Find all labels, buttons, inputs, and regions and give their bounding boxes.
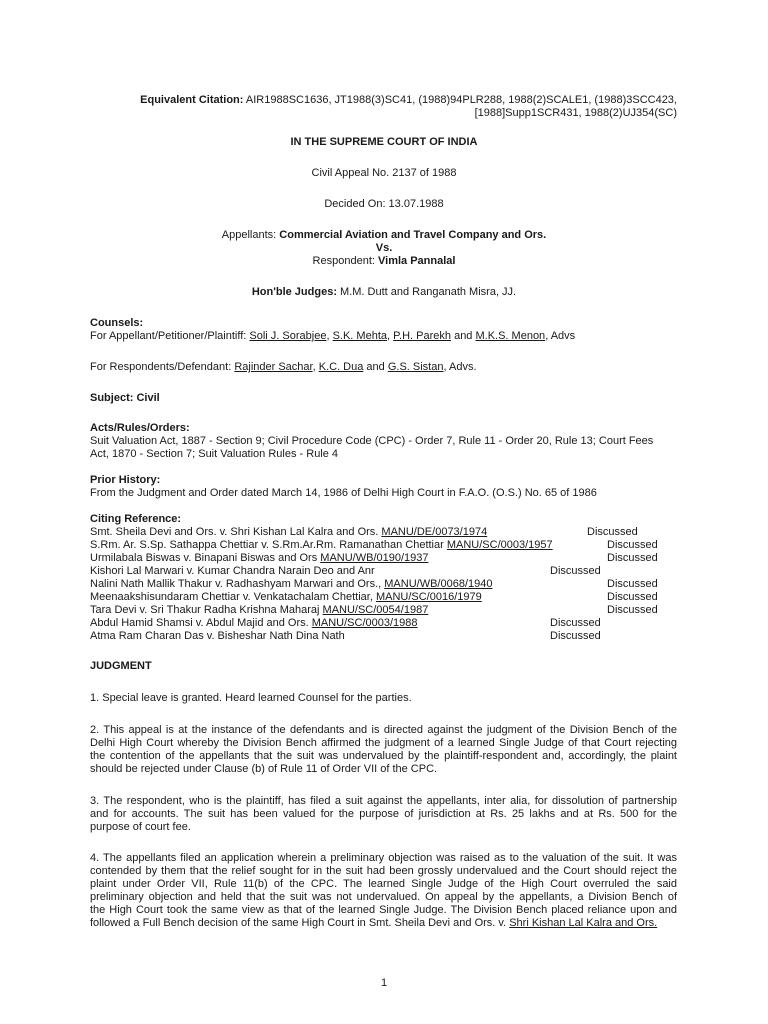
citing-status: Discussed xyxy=(607,578,658,590)
appellants-label: Appellants: xyxy=(221,229,277,241)
text-line xyxy=(90,917,677,930)
manu-link[interactable]: MANU/SC/0003/1957 xyxy=(446,539,553,551)
manu-link[interactable]: MANU/SC/0016/1979 xyxy=(375,591,482,603)
versus: Vs. xyxy=(375,242,393,254)
citing-status: Discussed xyxy=(607,591,658,603)
text-line: the High Court took the same view as that of the learned Single Judge. The Division Bench placed reliance upon and xyxy=(90,904,677,916)
equivalent-citation-line-2: [1988]Supp1SCR431, 1988(2)UJ354(SC) xyxy=(474,107,677,119)
text-line: Delhi High Court whereby the Division Bench affirmed the judgment of a learned Single Judge of that Court rejecting xyxy=(90,737,677,749)
case-title: Tara Devi v. Sri Thakur Radha Krishna Maharaj xyxy=(90,604,323,616)
counsel-link[interactable]: Soli J. Sorabjee xyxy=(249,330,327,342)
judges-label: Hon'ble Judges: xyxy=(251,286,337,298)
appellants-name: Commercial Aviation and Travel Company and Ors. xyxy=(279,229,547,241)
citation-text-1: AIR1988SC1636, JT1988(3)SC41, (1988)94PLR288, 1988(2)SCALE1, (1988)3SCC423, xyxy=(245,94,677,106)
judges-line xyxy=(0,286,768,299)
respondent-label: Respondent: xyxy=(312,255,375,267)
subject: Subject: Civil xyxy=(90,392,160,404)
manu-link[interactable]: MANU/SC/0003/1988 xyxy=(311,617,418,629)
counsel-link[interactable]: G.S. Sistan xyxy=(387,361,444,373)
counsel-link[interactable]: K.C. Dua xyxy=(318,361,364,373)
appellant-counsel-line: For Appellant/Petitioner/Plaintiff: Soli J. Sorabjee, S.K. Mehta, P.H. Parekh and M.K.S. Menon, Advs xyxy=(90,330,576,342)
counsel-link[interactable]: S.K. Mehta xyxy=(332,330,387,342)
respondent-line xyxy=(0,255,768,268)
acts-line-1: Suit Valuation Act, 1887 - Section 9; Civil Procedure Code (CPC) - Order 7, Rule 11 - Order 20, Rule 13; Court Fees xyxy=(90,435,654,447)
counsels-heading: Counsels: xyxy=(90,317,144,329)
text-line: contended by them that the relief sought for in the suit had been grossly undervalued and the Court should reject the xyxy=(90,865,677,877)
appellants-line xyxy=(0,229,768,242)
counsel-link[interactable]: M.K.S. Menon xyxy=(475,330,546,342)
manu-link[interactable]: MANU/WB/0190/1937 xyxy=(320,552,429,564)
counsel-link[interactable]: Rajinder Sachar xyxy=(234,361,313,373)
citation-label: Equivalent Citation: xyxy=(140,94,244,106)
citing-row xyxy=(90,591,482,604)
citing-status: Discussed xyxy=(607,552,658,564)
citing-status: Discussed xyxy=(550,617,601,629)
citing-status: Discussed xyxy=(607,604,658,616)
text-line: the contention of the appellants that the suit was undervalued by the plaintiff-respondent and, accordingly, the plaint xyxy=(90,750,677,762)
text-line: 2. This appeal is at the instance of the defendants and is directed against the judgment of the Division Bench of the xyxy=(90,724,677,736)
case-title: Nalini Nath Mallik Thakur v. Radhashyam Marwari and Ors., xyxy=(90,578,385,590)
appellant-counsel-prefix: For Appellant/Petitioner/Plaintiff: xyxy=(90,330,247,342)
citing-row xyxy=(90,552,429,565)
citing-status: Discussed xyxy=(607,539,658,551)
case-title: Kishori Lal Marwari v. Kumar Chandra Narain Deo and Anr xyxy=(90,565,375,577)
citing-status: Discussed xyxy=(550,630,601,642)
appeal-number: Civil Appeal No. 2137 of 1988 xyxy=(311,167,457,179)
case-title: Urmilabala Biswas v. Binapani Biswas and Ors xyxy=(90,552,321,564)
manu-link[interactable]: MANU/SC/0054/1987 xyxy=(322,604,429,616)
case-title: Meenaakshisundaram Chettiar v. Venkatachalam Chettiar, xyxy=(90,591,376,603)
decided-on: Decided On: 13.07.1988 xyxy=(324,198,444,210)
citing-row xyxy=(90,617,418,630)
case-title: Smt. Sheila Devi and Ors. v. Shri Kishan Lal Kalra and Ors. xyxy=(90,526,382,538)
equivalent-citation-line-1 xyxy=(90,94,677,107)
prior-history-text: From the Judgment and Order dated March 14, 1986 of Delhi High Court in F.A.O. (O.S.) No. 65 of 1986 xyxy=(90,487,597,499)
citing-status: Discussed xyxy=(587,526,638,538)
text-line: 3. The respondent, who is the plaintiff, has filed a suit against the appellants, inter alia, for dissolution of partnership xyxy=(90,795,677,807)
judgment-heading: JUDGMENT xyxy=(90,660,152,672)
acts-heading: Acts/Rules/Orders: xyxy=(90,422,190,434)
citing-row xyxy=(90,565,375,578)
judgment-paragraph-3 xyxy=(90,795,677,834)
respondent-counsel-suffix: Advs. xyxy=(449,361,477,373)
appellant-counsel-suffix: Advs xyxy=(550,330,576,342)
case-title: Abdul Hamid Shamsi v. Abdul Majid and Ors. xyxy=(90,617,312,629)
text-line: and for accounts. The suit has been valued for the purpose of jurisdiction at Rs. 25 lakhs and at Rs. 500 for the xyxy=(90,808,677,820)
court-name: IN THE SUPREME COURT OF INDIA xyxy=(290,136,478,148)
page-number: 1 xyxy=(380,977,388,989)
case-title: S.Rm. Ar. S.Sp. Sathappa Chettiar v. S.Rm.Ar.Rm. Ramanathan Chettiar xyxy=(90,539,447,551)
manu-link[interactable]: MANU/DE/0073/1974 xyxy=(381,526,488,538)
judgment-paragraph-1: 1. Special leave is granted. Heard learned Counsel for the parties. xyxy=(90,692,412,704)
manu-link[interactable]: MANU/WB/0068/1940 xyxy=(384,578,493,590)
judges-names: M.M. Dutt and Ranganath Misra, JJ. xyxy=(340,286,517,298)
judgment-paragraph-2 xyxy=(90,724,677,776)
text-line: preliminary objection and held that the suit was not undervalued. On appeal by the appellants, a Division Bench of xyxy=(90,891,677,903)
case-title: Atma Ram Charan Das v. Bisheshar Nath Dina Nath xyxy=(90,630,345,642)
text-line: 4. The appellants filed an application wherein a preliminary objection was raised as to the valuation of the suit. It was xyxy=(90,852,677,864)
respondent-counsel-line: For Respondents/Defendant: Rajinder Sachar, K.C. Dua and G.S. Sistan, Advs. xyxy=(90,361,477,373)
text-fragment: followed a Full Bench decision of the same High Court in Smt. Sheila Devi and Ors. v. xyxy=(90,917,510,929)
citing-row xyxy=(90,526,487,539)
prior-history-heading: Prior History: xyxy=(90,474,161,486)
acts-line-2: Act, 1870 - Section 7; Suit Valuation Rules - Rule 4 xyxy=(90,448,339,460)
citing-heading: Citing Reference: xyxy=(90,513,182,525)
case-link[interactable]: Shri Kishan Lal Kalra and Ors. xyxy=(509,917,658,929)
text-line: should be rejected under Clause (b) of Rule 11 of Order VII of the CPC. xyxy=(90,763,438,775)
citing-row xyxy=(90,539,553,552)
respondent-name: Vimla Pannalal xyxy=(378,255,456,267)
citing-status: Discussed xyxy=(550,565,601,577)
counsel-link[interactable]: P.H. Parekh xyxy=(393,330,452,342)
citing-row xyxy=(90,630,345,643)
text-line: purpose of court fee. xyxy=(90,821,191,833)
judgment-paragraph-4 xyxy=(90,852,677,930)
citing-row xyxy=(90,578,492,591)
text-line: plaint under Order VII, Rule 11(b) of the CPC. The learned Single Judge of the High Court overruled the said xyxy=(90,878,677,890)
respondent-counsel-prefix: For Respondents/Defendant: xyxy=(90,361,232,373)
citing-row xyxy=(90,604,428,617)
